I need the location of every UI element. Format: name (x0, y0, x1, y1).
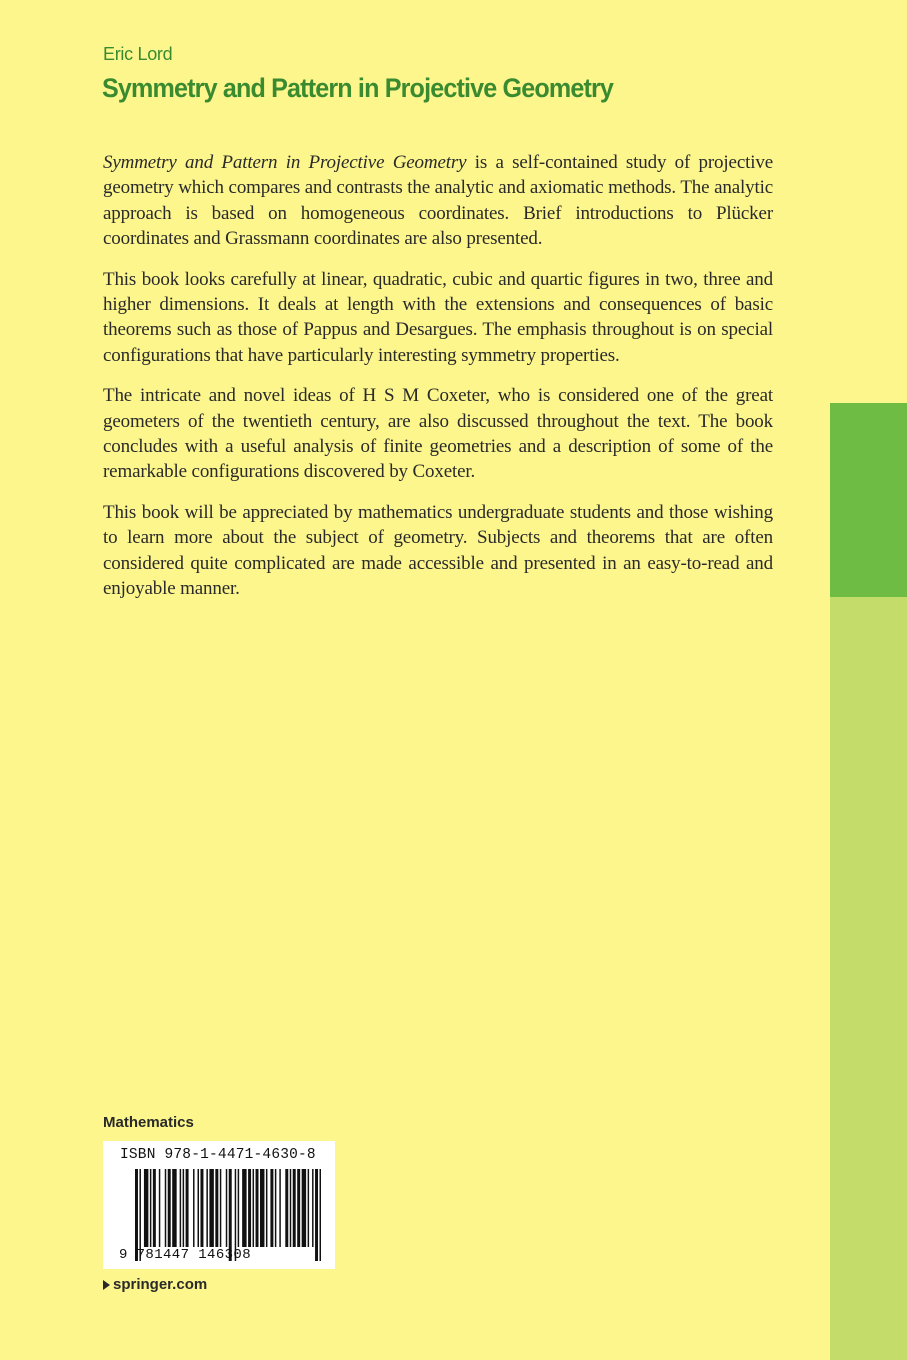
barcode-bar (193, 1169, 194, 1247)
isbn-barcode (103, 1141, 335, 1269)
subject-category: Mathematics (103, 1114, 194, 1131)
ean-digits: 9 781447 146308 (119, 1247, 252, 1263)
barcode-bar (165, 1169, 166, 1247)
barcode-bar (315, 1169, 318, 1261)
arrow-right-icon (103, 1280, 110, 1290)
barcode-bar (275, 1169, 276, 1247)
barcode-bar (266, 1169, 267, 1247)
barcode-bar (220, 1169, 221, 1247)
description-paragraph-1-text: is a self-contained study of projective geometry which compares and contrasts the analytic and axiomatic methods. The analytic approach is based on homogeneous coordinates. Brief introductions to Plücker coordinates and Grassmann coordinates are also presented. (103, 152, 773, 250)
barcode-bar (150, 1169, 151, 1247)
barcode-bar (144, 1169, 148, 1247)
barcode-bar (180, 1169, 181, 1247)
barcode-bar (256, 1169, 259, 1247)
barcode-bar (242, 1169, 246, 1247)
barcode-bar (206, 1169, 207, 1247)
barcode-bar (297, 1169, 300, 1247)
description-paragraph-2: This book looks carefully at linear, quadratic, cubic and quartic figures in two, three and higher dimensions. It deals at length with the extensions and consequences of basic theorems such as those of Pappus and Desargues. The emphasis throughout is on special configurations that have particularly interesting symmetry properties. (103, 268, 773, 366)
barcode-bar (226, 1169, 227, 1247)
barcode-bar (312, 1169, 313, 1247)
barcode-bar (270, 1169, 273, 1247)
barcode-bar (209, 1169, 213, 1247)
barcode-bar (183, 1169, 184, 1247)
spine-band-light (830, 597, 907, 1360)
barcode-bar (200, 1169, 203, 1247)
barcode-bar (159, 1169, 160, 1247)
description-paragraph-3: The intricate and novel ideas of H S M Coxeter, who is considered one of the great geometers of the twentieth century, are also discussed throughout the text. The book concludes with a useful analysis of finite geometries and a description of some of the remarkable configurations discovered by Coxeter. (103, 385, 773, 483)
barcode-bar (302, 1169, 306, 1247)
barcode-bar (168, 1169, 171, 1247)
barcode-bar (308, 1169, 309, 1247)
barcode-bar (248, 1169, 251, 1247)
barcode-bar (320, 1169, 321, 1261)
barcode-bar (215, 1169, 218, 1247)
barcode-bar (290, 1169, 291, 1247)
book-title: Symmetry and Pattern in Projective Geometry (102, 73, 614, 103)
publisher-label: springer.com (113, 1276, 208, 1293)
barcode-bar (172, 1169, 176, 1247)
barcode-bar (279, 1169, 280, 1247)
barcode-bar (186, 1169, 189, 1247)
barcode-bar (153, 1169, 156, 1247)
description (103, 150, 773, 617)
spine-band-dark (830, 403, 907, 597)
barcode-bar (253, 1169, 254, 1247)
barcode-bar (285, 1169, 288, 1247)
barcode-bar (238, 1169, 239, 1247)
barcode-bar (293, 1169, 296, 1247)
publisher-link[interactable] (103, 1276, 207, 1293)
inline-book-title: Symmetry and Pattern in Projective Geometry (103, 152, 467, 173)
isbn-label: ISBN 978-1-4471-4630-8 (120, 1147, 316, 1163)
author-name: Eric Lord (103, 44, 173, 64)
description-paragraph-1 (103, 150, 773, 252)
barcode-bar (260, 1169, 264, 1247)
barcode-bar (198, 1169, 199, 1247)
description-paragraph-4: This book will be appreciated by mathematics undergraduate students and those wishing to learn more about the subject of geometry. Subjects and theorems that are often considered quite complicated are made accessible and presented in an easy-to-read and enjoyable manner. (103, 501, 773, 600)
